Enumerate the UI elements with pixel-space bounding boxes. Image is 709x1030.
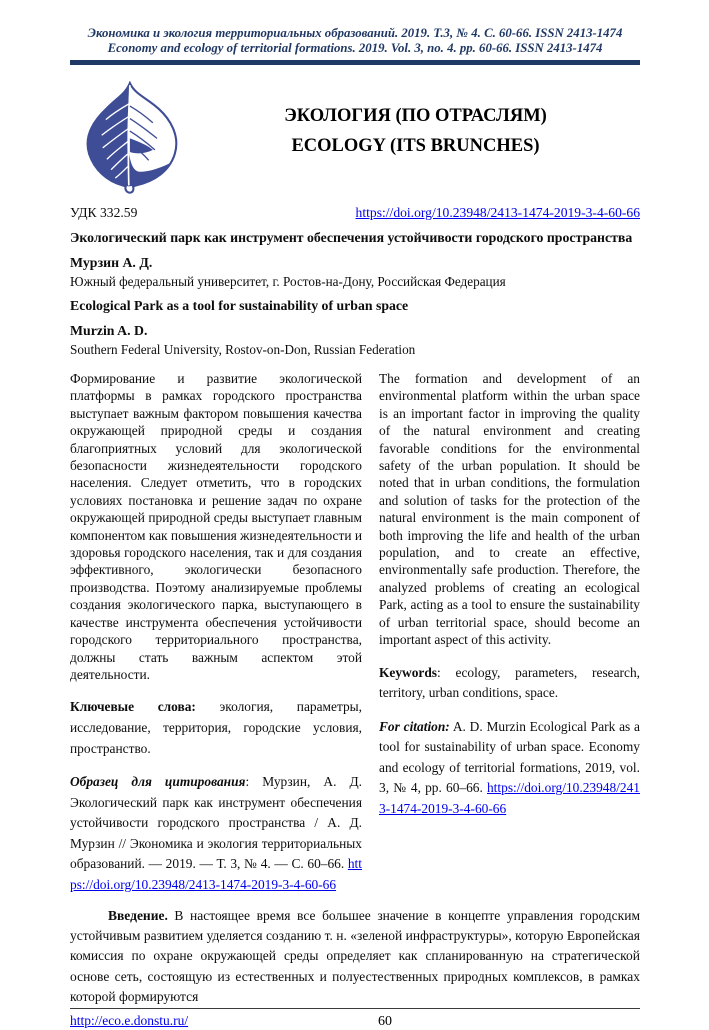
abstract-ru: Формирование и развитие экологической платформы в рамках городского пространства выступает важным фактором повышения качества окружающей природной среды и создания благоприятных условий для экологической безопасности жизнедеятельности городского населения. Следует отметить, что в городских условиях постановка и решение задач по охране окружающей природной среды выступает главным компонентом как повышения жизнедеятельности и здоровья городского населения, так и для создания эффективного, экологически безопасного производства. Поэтому анализируемые проблемы создания экологического парка, выступающего в качестве инструмента обеспечения устойчивости городского территориального пространства, должны стать важным аспектом этой деятельности. [70,371,362,682]
affiliation-ru: Южный федеральный университет, г. Ростов-на-Дону, Российская Федерация [70,274,506,289]
running-head-ru: Экономика и экология территориальных образований. 2019. Т.3, № 4. С. 60-66. ISSN 2413-1474 [87,26,623,40]
birch-leaf-icon [75,81,191,201]
article-title-ru: Экологический парк как инструмент обеспечения устойчивости городского пространства [70,230,633,245]
section-heading [191,81,640,201]
abstract-en: The formation and development of an environmental platform within the urban space is an important factor in improving the quality of the natural environment and creating favorable conditions for the environmental safety of the urban population. It should be noted that in urban conditions, the formulation and solution of tasks for the protection of the natural environment is the main component of both improving the life and health of the urban population, and to create an effective, environmentally safe production. Therefore, the analyzed problems of creating an ecological Park, acting as a tool to ensure the sustainability of urban territorial space, should become an important aspect of this activity. [379,371,640,648]
keywords-ru-text: экология, параметры, исследование, территория, городские условия, пространство. [70,699,362,756]
header-double-rule [70,60,640,65]
citation-ru-doi-link[interactable]: https://doi.org/10.23948/2413-1474-2019-3-4-60-66 [70,856,362,893]
column-english [379,370,640,896]
citation-en-label: For citation: [379,718,450,734]
article-title-en: Ecological Park as a tool for sustainability of urban space [70,298,409,313]
introduction-label: Введение. [108,907,168,923]
keywords-ru [70,697,362,759]
citation-en-doi-link[interactable]: https://doi.org/10.23948/2413-1474-2019-3-4-60-66 [379,780,640,817]
keywords-en-text: : ecology, parameters, research, territory, urban conditions, space. [379,664,640,701]
author-en: Murzin A. D. [70,323,148,338]
section-title-ru: ЭКОЛОГИЯ (ПО ОТРАСЛЯМ) [284,106,547,126]
section-title-en: ECOLOGY (ITS BRUNCHES) [291,136,540,156]
page-number: 60 [378,1013,392,1029]
citation-ru-label: Образец для цитирования [70,774,246,790]
keywords-en-label: Keywords [379,664,438,680]
citation-ru [70,772,362,896]
citation-ru-text: : Мурзин, А. Д. Экологический парк как инструмент обеспечения устойчивости городского пространства / А. Д. Мурзин // Экономика и экология территориальных образований. — 2019. — Т. 3, № 4. — С. 60–66. [70,774,363,872]
introduction-text: В настоящее время все большее значение в концепте управления городским устойчивым развитием уделяется созданию т. н. «зеленой инфраструктуры», которую Европейская комиссия по охране окружающей среды определяет как спланированную на стратегической основе сеть, состоящую из естественных и полуестественных природных комплексов, в рамках которой формируются [70,907,640,1005]
citation-en-text: A. D. Murzin Ecological Park as a tool for sustainability of urban space. Economy and ecology of territorial formations, 2019, vol. 3, № 4, pp. 60–66. [379,718,640,796]
affiliation-en: Southern Federal University, Rostov-on-Don, Russian Federation [70,342,416,357]
keywords-en [379,663,640,704]
citation-en [379,717,640,820]
footer-row [70,1013,640,1030]
section-banner [70,81,640,201]
udc-row [70,205,640,221]
journal-site-link[interactable]: http://eco.e.donstu.ru/ [70,1012,189,1028]
udc-code: УДК 332.59 [70,205,138,220]
running-head-en: Economy and ecology of territorial formations. 2019. Vol. 3, no. 4. pp. 60-66. ISSN 2413-1474 [107,41,603,55]
running-head [70,26,640,56]
column-russian [70,370,362,896]
keywords-ru-label: Ключевые слова: [70,699,196,715]
abstract-columns [70,370,640,896]
journal-leaf-logo [75,81,191,201]
footer-rule [70,1008,640,1009]
page-footer [70,1008,640,1030]
doi-link[interactable]: https://doi.org/10.23948/2413-1474-2019-3-4-60-66 [355,205,640,220]
introduction-paragraph [70,906,640,1008]
author-ru: Мурзин А. Д. [70,255,153,270]
